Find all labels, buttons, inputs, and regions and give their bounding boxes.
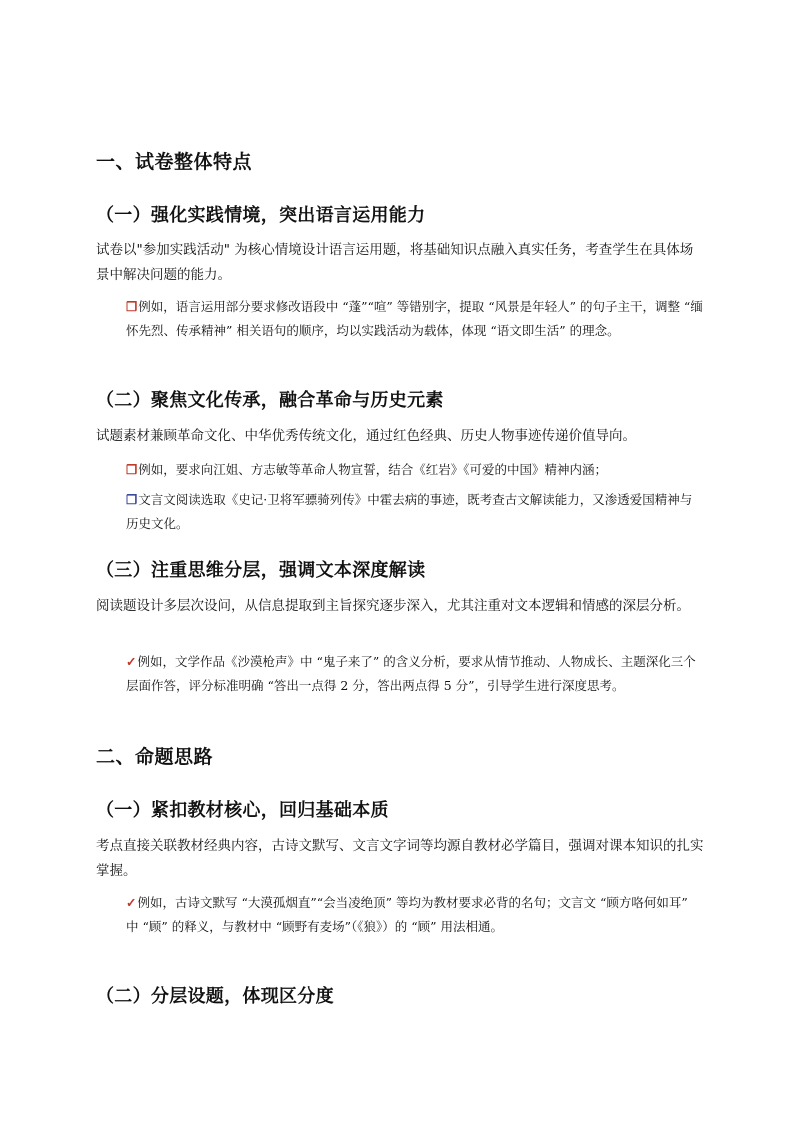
check-icon: ✓ bbox=[126, 895, 137, 910]
paragraph-text: 阅读题设计多层次设问，从信息提取到主旨探究逐步深入，尤其注重对文本逻辑和情感的深层分析。 bbox=[96, 598, 690, 614]
paragraph bbox=[96, 424, 706, 449]
example-note bbox=[126, 458, 704, 482]
example-note bbox=[126, 891, 704, 939]
checkbox-icon: ❐ bbox=[126, 492, 138, 507]
section-title: 二、命题思路 bbox=[96, 746, 214, 768]
subsection-title: （三）注重思维分层，强调文本深度解读 bbox=[96, 560, 426, 581]
check-icon: ✓ bbox=[126, 654, 137, 669]
subsection-title: （二）聚焦文化传承，融合革命与历史元素 bbox=[96, 390, 444, 411]
paragraph bbox=[96, 238, 706, 288]
example-text: 例如，要求向江姐、方志敏等革命人物宣誓，结合《红岩》《可爱的中国》精神内涵； bbox=[138, 462, 607, 477]
paragraph bbox=[96, 594, 706, 619]
checkbox-icon: ❐ bbox=[126, 299, 138, 314]
paragraph bbox=[96, 834, 706, 884]
subsection-title: （二）分层设题，体现区分度 bbox=[96, 986, 334, 1007]
checkbox-icon: ❐ bbox=[126, 462, 138, 477]
section-title: 一、试卷整体特点 bbox=[96, 151, 253, 173]
example-text: 文言文阅读选取《史记·卫将军骠骑列传》中霍去病的事迹，既考查古文解读能力，又渗透爱国精神与历史文化。 bbox=[126, 492, 693, 531]
example-note bbox=[126, 488, 704, 536]
subsection-title: （一）紧扣教材核心，回归基础本质 bbox=[96, 800, 389, 821]
example-text: 例如，语言运用部分要求修改语段中 “蓬”“喧” 等错别字，提取 “风景是年轻人” 的句子主干，调整 “缅怀先烈、传承精神” 相关语句的顺序，均以实践活动为载体，体现 “语文即生活” 的理念。 bbox=[126, 299, 703, 338]
paragraph-text: 考点直接关联教材经典内容，古诗文默写、文言文字词等均源自教材必学篇目，强调对课本知识的扎实掌握。 bbox=[96, 838, 704, 879]
example-note bbox=[126, 295, 704, 343]
example-text: 例如，古诗文默写 “大漠孤烟直”“会当凌绝顶” 等均为教材要求必背的名句；文言文 “顾方咯何如耳” 中 “顾” 的释义，与教材中 “顾野有麦场”（《狼》）的 “顾” 用法相通。 bbox=[126, 895, 688, 934]
example-text: 例如，文学作品《沙漠枪声》中 “鬼子来了” 的含义分析，要求从情节推动、人物成长、主题深化三个层面作答，评分标准明确 “答出一点得 2 分，答出两点得 5 分”，引导学生进行深度思考。 bbox=[126, 654, 696, 693]
paragraph-text: 试题素材兼顾革命文化、中华优秀传统文化，通过红色经典、历史人物事迹传递价值导向。 bbox=[96, 428, 636, 444]
subsection-title: （一）强化实践情境，突出语言运用能力 bbox=[96, 205, 426, 226]
paragraph-text: 试卷以"参加实践活动" 为核心情境设计语言运用题，将基础知识点融入真实任务，考查学生在具体场景中解决问题的能力。 bbox=[96, 242, 694, 283]
example-note bbox=[126, 650, 704, 698]
